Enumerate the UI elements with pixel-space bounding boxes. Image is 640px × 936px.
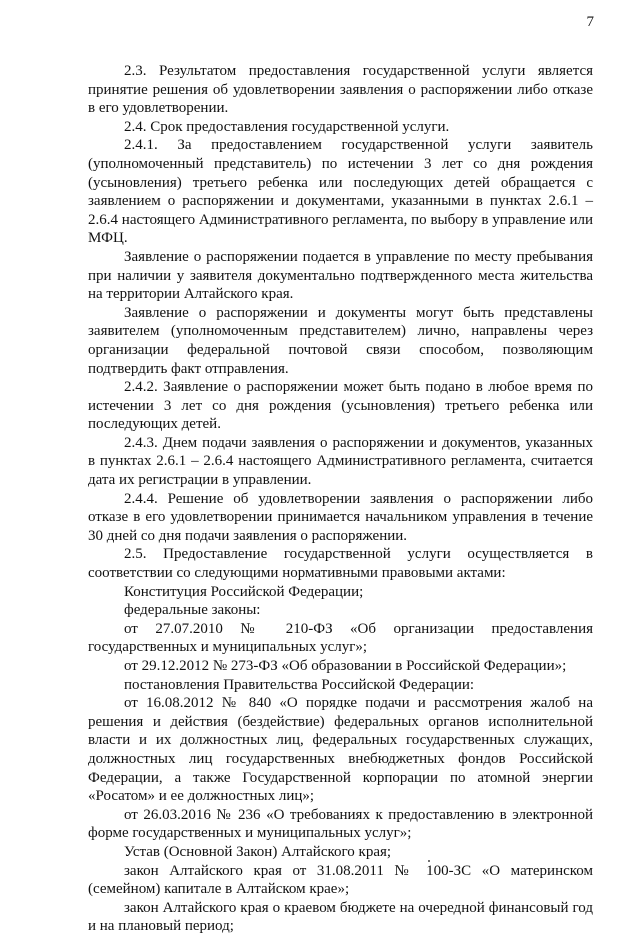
paragraph-2-4-1: 2.4.1. За предоставлением государственной услуги заявитель (уполномоченный представитель) по истечении 3 лет со дня рождения (усыновления) третьего ребенка или последующих детей обращается с заявлением о распоряжении и документами, указанными в пунктах 2.6.1 – 2.6.4 настоящего Административного регламента, по выбору в управление или МФЦ. — [88, 137, 593, 247]
legal-act-government-resolutions-heading: постановления Правительства Российской Федерации: — [124, 676, 475, 693]
paragraph-2-4-3: 2.4.3. Днем подачи заявления о распоряжении и документов, указанных в пунктах 2.6.1 – 2.6.4 настоящего Административного регламента, считается дата их регистрации в управлении. — [88, 434, 593, 489]
legal-act-840: от 16.08.2012 № 840 «О порядке подачи и рассмотрения жалоб на решения и действия (бездействие) федеральных органов исполнительной власти и их должностных лиц, федеральных государственных служащих, должностных лиц государственных внебюджетных фондов Российской Федерации, а также Государственной корпорации по атомной энергии «Росатом» и ее должностных лиц»; — [88, 695, 593, 805]
legal-act-altai-charter: Устав (Основной Закон) Алтайского края; — [124, 843, 392, 860]
paragraph-submission-methods: Заявление о распоряжении и документы могут быть представлены заявителем (уполномоченным представителем) лично, направлены через организации федеральной почтовой связи способом, позволяющим подтвердить факт отправления. — [88, 304, 593, 377]
page-number: 7 — [586, 14, 594, 30]
document-body — [88, 62, 593, 936]
paragraph-2-3: 2.3. Результатом предоставления государственной услуги является принятие решения об удовлетворении заявления о распоряжении либо отказе в его удовлетворении. — [88, 63, 593, 117]
legal-act-273-fz: от 29.12.2012 № 273-ФЗ «Об образовании в Российской Федерации»; — [124, 658, 567, 674]
paragraph-2-5: 2.5. Предоставление государственной услуги осуществляется в соответствии со следующими нормативными правовыми актами: — [88, 546, 593, 582]
paragraph-2-4-4: 2.4.4. Решение об удовлетворении заявления о распоряжении либо отказе в его удовлетворении принимается начальником управления в течение 30 дней со дня подачи заявления о распоряжении. — [88, 490, 593, 544]
scan-speck — [428, 860, 430, 862]
legal-act-236: от 26.03.2016 № 236 «О требованиях к предоставлению в электронной форме государственных и муниципальных услуг»; — [88, 806, 593, 842]
paragraph-place-of-stay: Заявление о распоряжении подается в управление по месту пребывания при наличии у заявителя документально подтвержденного места жительства на территории Алтайского края. — [88, 248, 593, 303]
paragraph-2-4-2: 2.4.2. Заявление о распоряжении может быть подано в любое время по истечении 3 лет со дня рождения (усыновления) третьего ребенка или последующих детей. — [88, 379, 593, 433]
legal-act-210-fz: от 27.07.2010 № 210-ФЗ «Об организации предоставления государственных и муниципальных услуг»; — [88, 620, 593, 656]
legal-act-100-zs: закон Алтайского края от 31.08.2011 № 100-ЗС «О материнском (семейном) капитале в Алтайском крае»; — [88, 862, 593, 898]
legal-act-budget-law: закон Алтайского края о краевом бюджете на очередной финансовый год и на плановый период; — [88, 899, 593, 935]
paragraph-2-4: 2.4. Срок предоставления государственной услуги. — [124, 118, 450, 135]
legal-act-federal-laws-heading: федеральные законы: — [124, 602, 261, 619]
legal-act-constitution: Конституция Российской Федерации; — [124, 583, 364, 600]
